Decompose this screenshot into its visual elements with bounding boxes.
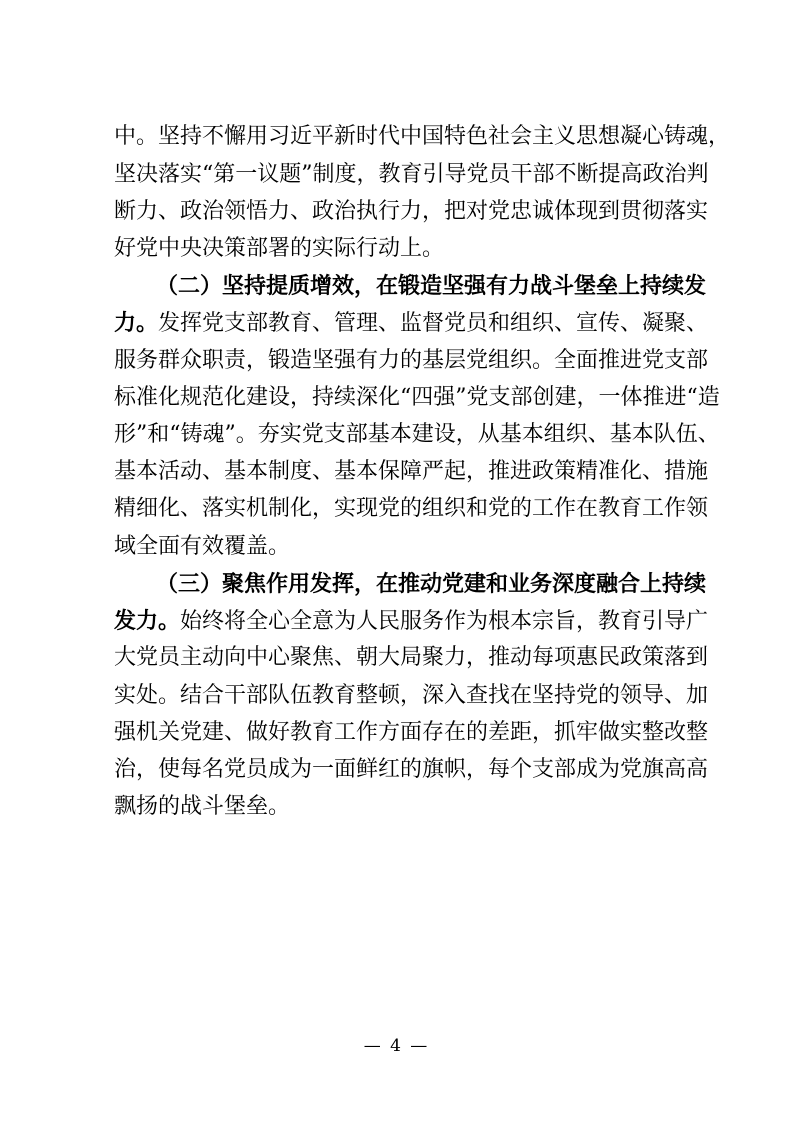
text-line [0, 606, 793, 637]
text-line [0, 718, 793, 748]
paragraph-text: 标准化规范化建设，持续深化“四强”党支部创建，一体推进“造 [114, 385, 720, 410]
paragraph-text: 中。坚持不懈用习近平新时代中国特色社会主义思想凝心铸魂， [114, 124, 731, 149]
text-line [0, 755, 793, 785]
text-line [0, 234, 793, 264]
text-line [0, 792, 793, 822]
text-line [0, 122, 793, 152]
paragraph-text: 大党员主动向中心聚焦、朝大局聚力，推动每项惠民政策落到 [114, 645, 709, 670]
paragraph-text: 坚决落实“第一议题”制度，教育引导党员干部不断提高政治判 [114, 162, 709, 187]
text-line [0, 271, 793, 302]
paragraph-text: 精细化、落实机制化，实现党的组织和党的工作在教育工作领 [114, 496, 709, 521]
paragraph-text: 基本活动、基本制度、基本保障严起，推进政策精准化、措施 [114, 459, 709, 484]
paragraph-text: 始终将全心全意为人民服务作为根本宗旨，教育引导广 [180, 609, 709, 634]
paragraph-text: 实处。结合干部队伍教育整顿，深入查找在坚持党的领导、加 [114, 683, 709, 708]
page-number: — 4 — [363, 1036, 430, 1056]
section-heading: （三）聚焦作用发挥，在推动党建和业务深度融合上持续 [156, 571, 707, 597]
paragraph-text: 飘扬的战斗堡垒。 [114, 794, 291, 819]
section-heading-end: 力。 [114, 310, 159, 336]
paragraph-text: 好党中央决策部署的实际行动上。 [114, 236, 445, 261]
text-line [0, 532, 793, 562]
text-line [0, 569, 793, 600]
text-line [0, 308, 793, 339]
paragraph-text: 强机关党建、做好教育工作方面存在的差距，抓牢做实整改整 [114, 720, 709, 745]
text-line [0, 420, 793, 450]
text-line [0, 346, 793, 376]
text-line [0, 160, 793, 190]
paragraph-text: 治，使每名党员成为一面鲜红的旗帜，每个支部成为党旗高高 [114, 757, 709, 782]
text-line [0, 643, 793, 673]
text-line [0, 383, 793, 413]
paragraph-text: 发挥党支部教育、管理、监督党员和组织、宣传、凝聚、 [158, 311, 709, 336]
text-line [0, 681, 793, 711]
text-line [0, 494, 793, 524]
paragraph-text: 域全面有效覆盖。 [114, 534, 291, 559]
paragraph-text: 形”和“铸魂”。夯实党支部基本建设，从基本组织、基本队伍、 [114, 422, 720, 447]
paragraph-text: 服务群众职责，锻造坚强有力的基层党组织。全面推进党支部 [114, 348, 709, 373]
section-heading: （二）坚持提质增效，在锻造坚强有力战斗堡垒上持续发 [156, 273, 707, 299]
text-line [0, 457, 793, 487]
section-heading-end: 发力。 [114, 608, 181, 634]
paragraph-text: 断力、政治领悟力、政治执行力，把对党忠诚体现到贯彻落实 [114, 199, 709, 224]
text-line [0, 197, 793, 227]
